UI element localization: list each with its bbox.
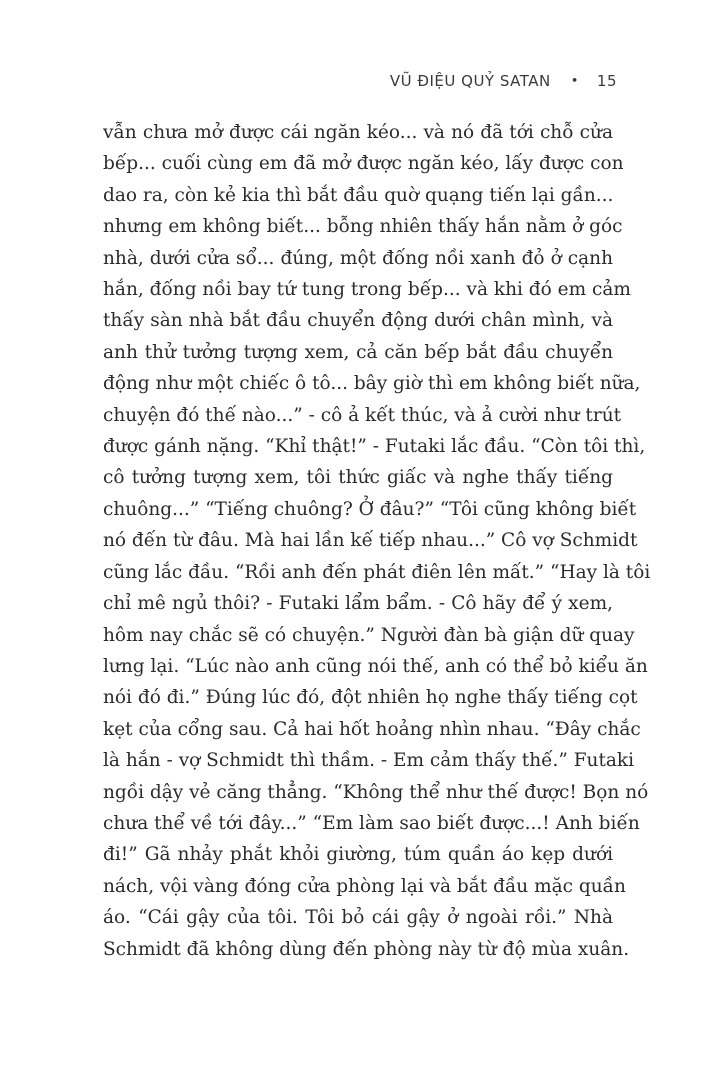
text-line: hắn, đống nồi bay tứ tung trong bếp... và khi đó em cảm [103, 279, 631, 301]
text-line: áo. “Cái gậy của tôi. Tôi bỏ cái gậy ở ngoài rồi.” Nhà [103, 907, 613, 929]
text-line: động như một chiếc ô tô... bây giờ thì em không biết nữa, [103, 373, 641, 395]
text-line: chuông...” “Tiếng chuông? Ở đâu?” “Tôi cũng không biết [103, 498, 637, 520]
text-line: chuyện đó thế nào...” - cô ả kết thúc, và ả cười như trút [103, 404, 622, 426]
text-line: thấy sàn nhà bắt đầu chuyển động dưới chân mình, và [103, 310, 613, 332]
text-line: nói đó đi.” Đúng lúc đó, đột nhiên họ nghe thấy tiếng cọt [103, 687, 638, 709]
header-separator: • [570, 73, 579, 89]
text-line: nhưng em không biết... bỗng nhiên thấy hắn nằm ở góc [103, 216, 623, 238]
page-number: 15 [596, 72, 617, 90]
text-line: bếp... cuối cùng em đã mở được ngăn kéo, lấy được con [103, 153, 624, 175]
text-line: nhà, dưới cửa sổ... đúng, một đống nồi xanh đỏ ở cạnh [103, 247, 613, 269]
text-line: được gánh nặng. “Khỉ thật!” - Futaki lắc đầu. “Còn tôi thì, [103, 436, 646, 458]
text-line: lưng lại. “Lúc nào anh cũng nói thế, anh có thể bỏ kiểu ăn [103, 655, 648, 677]
text-line: đi!” Gã nhảy phắt khỏi giường, túm quần áo kẹp dưới [103, 844, 613, 866]
text-line: nách, vội vàng đóng cửa phòng lại và bắt đầu mặc quần [103, 875, 626, 897]
text-line: vẫn chưa mở được cái ngăn kéo... và nó đã tới chỗ cửa [103, 122, 613, 143]
text-line: dao ra, còn kẻ kia thì bắt đầu quờ quạng tiến lại gần... [103, 184, 614, 206]
text-line: cô tưởng tượng xem, tôi thức giấc và nghe thấy tiếng [103, 467, 613, 489]
text-line: anh thử tưởng tượng xem, cả căn bếp bắt đầu chuyển [103, 341, 613, 363]
text-line: cũng lắc đầu. “Rồi anh đến phát điên lên mất.” “Hay là tôi [103, 561, 651, 583]
book-title: VŨ ĐIỆU QUỶ SATAN [389, 72, 551, 90]
text-line: hôm nay chắc sẽ có chuyện.” Người đàn bà giận dữ quay [103, 624, 635, 646]
text-line: Schmidt đã không dùng đến phòng này từ độ mùa xuân. [103, 938, 630, 960]
text-line: chỉ mê ngủ thôi? - Futaki lẩm bẩm. - Cô hãy để ý xem, [103, 593, 613, 615]
text-line: kẹt của cổng sau. Cả hai hốt hoảng nhìn nhau. “Đây chắc [103, 718, 641, 740]
text-line: nó đến từ đâu. Mà hai lần kế tiếp nhau...” Cô vợ Schmidt [103, 530, 638, 552]
body-text [103, 117, 651, 965]
text-line: chưa thể về tới đây...” “Em làm sao biết được...! Anh biến [103, 812, 640, 834]
running-header [390, 72, 617, 90]
text-line: ngồi dậy vẻ căng thẳng. “Không thể như thế được! Bọn nó [103, 781, 649, 803]
text-line: là hắn - vợ Schmidt thì thầm. - Em cảm thấy thế.” Futaki [103, 750, 635, 772]
